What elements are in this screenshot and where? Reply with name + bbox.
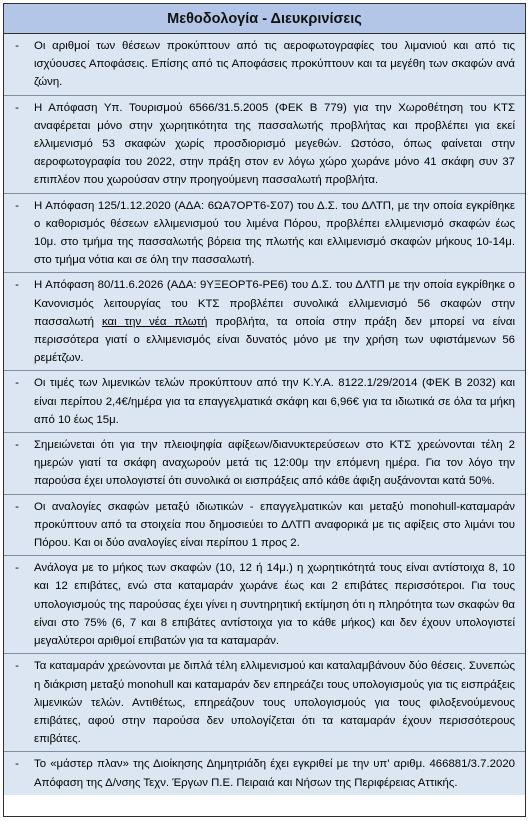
notes-list bbox=[4, 34, 525, 795]
bullet-marker: - bbox=[15, 660, 19, 673]
list-item-text-start: Η Απόφαση 80/11.6.2026 (ΑΔΑ: 9ΥΞΕΟΡΤ6-ΡΕ6) του Δ.Σ. του ΔΛΤΠ με την οποία εγκρίθηκε ο Κανονισμός λειτουργίας του ΚΤΣ προβλέπει συνολικά ελλιμενισμό 56 σκαφών στην πασσαλωτή bbox=[34, 279, 515, 328]
list-item-text: Οι αριθμοί των θέσεων προκύπτουν από τις αεροφωτογραφίες του λιμανιού και από τις ισχύουσες Αποφάσεις. Επίσης από τις Αποφάσεις προκύπτουν και τα μεγέθη των σκαφών ανά ζώνη. bbox=[34, 40, 515, 89]
list-item bbox=[4, 34, 525, 96]
list-item-text-end: προβλήτα, τα οποία στην πράξη δεν μπορεί να είναι περισσότερα γιατί ο ελλιμενισμός είναι δυνατός μόνο με την χρήση των υφιστάμενων 56 ρεμέτζων. bbox=[34, 315, 515, 365]
list-item bbox=[4, 194, 525, 274]
list-item bbox=[4, 654, 525, 752]
list-item bbox=[4, 495, 525, 557]
list-item-text: Σημειώνεται ότι για την πλειοψηφία αφίξεων/διανυκτερεύσεων στο ΚΤΣ χρεώνονται τέλη 2 ημερών γιατί τα σκάφη αναχωρούν μετά τις 12:00μ την επόμενη ημέρα. Για τον λόγο την παρούσα έχει υπολογιστεί ότι συνολικά οι εισπράξεις από κάθε άφιξη αυξάνονται κατά 50%. bbox=[34, 439, 515, 488]
list-item-text: Το «μάστερ πλαν» της Διοίκησης Δημητριάδη έχει εγκριθεί με την υπ' αριθμ. 466881/3.7.2020 Απόφαση της Δ/νσης Τεχν. Έργων Π.Ε. Πειραιά και Νήσων της Περιφέρειας Αττικής. bbox=[34, 758, 515, 789]
list-item-text: Ανάλογα με το μήκος των σκαφών (10, 12 ή 14μ.) η χωρητικότητά τους είναι αντίστοιχα 8, 10 και 12 επιβάτες, ενώ στα καταμαράν χωράνε έως και 2 επιβάτες περισσότεροι. Για τους υπολογισμούς της παρούσας έχει γίνει η συντηρητική εκτίμηση ότι η πληρότητα των σκαφών θα είναι στο 75% (6, 7 και 8 επιβάτες αντίστοιχα για το κάθε μήκος) και δεν έχουν υπολογιστεί μεγαλύτεροι αριθμοί επιβατών για τα καταμαράν. bbox=[34, 562, 515, 648]
bullet-marker: - bbox=[15, 439, 19, 452]
list-item-text: Οι τιμές των λιμενικών τελών προκύπτουν από την Κ.Υ.Α. 8122.1/29/2014 (ΦΕΚ Β 2032) και είναι περίπου 2,4€/ημέρα για τα επαγγελματικά σκάφη και 6,96€ για τα ιδιωτικά σε όλα τα μήκη από 10 έως 15μ. bbox=[34, 377, 515, 426]
bullet-marker: - bbox=[15, 101, 19, 114]
bullet-marker: - bbox=[15, 562, 19, 575]
list-item bbox=[4, 556, 525, 654]
list-item bbox=[4, 433, 525, 495]
list-item bbox=[4, 96, 525, 194]
bullet-marker: - bbox=[15, 40, 19, 52]
bullet-marker: - bbox=[15, 377, 19, 390]
list-item bbox=[4, 273, 525, 371]
methodology-panel bbox=[3, 3, 526, 817]
list-item-text: Η Απόφαση 125/1.12.2020 (ΑΔΑ: 6ΩΑ7ΟΡΤ6-Σ07) του Δ.Σ. του ΔΛΤΠ, με την οποία εγκρίθηκε ο καθορισμός θέσεων ελλιμενισμού του λιμένα Πόρου, προβλέπει ελλιμενισμό σκαφών έως 10μ. στο τμήμα της πασσαλωτής βόρεια της πλωτής και ελλιμενισμό σκαφών μήκους 10-14μ. στο τμήμα νότια και σε όλη την πασσαλωτή. bbox=[34, 199, 515, 267]
panel-title: Μεθοδολογία - Διευκρινίσεις bbox=[4, 4, 525, 34]
bullet-marker: - bbox=[15, 199, 19, 212]
bullet-marker: - bbox=[15, 500, 19, 513]
list-item bbox=[4, 371, 525, 433]
list-item-text: Οι αναλογίες σκαφών μεταξύ ιδιωτικών - επαγγελματικών και μεταξύ monohull-καταμαράν προκύπτουν από τα στοιχεία που δημοσιεύει το ΔΛΤΠ αναφορικά με τις αφίξεις στο λιμάνι του Πόρου. Και οι δύο αναλογίες είναι περίπου 1 προς 2. bbox=[34, 500, 515, 550]
bullet-marker: - bbox=[15, 758, 19, 771]
list-item-text: Τα καταμαράν χρεώνονται με διπλά τέλη ελλιμενισμού και καταλαμβάνουν δύο θέσεις. Συνεπώς η διάκριση μεταξύ monohull και καταμαράν δεν επηρεάζει τους υπολογισμούς για τις εισπράξεις λιμενικών τελών. Αντιθέτως, επηρεάζουν τους υπολογισμούς για τους φιλοξενούμενους επιβάτες, αφού στην παρούσα δεν υπολογίζεται ότι τα καταμαράν έχουν περισσότερους επιβάτες. bbox=[34, 660, 515, 746]
bullet-marker: - bbox=[15, 279, 19, 292]
list-item bbox=[4, 752, 525, 794]
underlined-phrase: και την νέα πλωτή bbox=[101, 315, 208, 328]
list-item-text: Η Απόφαση Υπ. Τουρισμού 6566/31.5.2005 (ΦΕΚ Β 779) για την Χωροθέτηση του ΚΤΣ αναφέρεται μόνο στην χωρητικότητα της πασσαλωτής προβλήτας και προβλέπει για εκεί ελλιμενισμό 53 σκαφών χωρίς προσδιορισμό μεγεθών. Ωστόσο, όπως φαίνεται στην αεροφωτογραφία του 2022, στην πράξη στον εν λόγω χώρο χωράνε μόνο 41 σκάφη συν 37 επιπλέον που χωρούσαν στην προηγούμενη πασσαλωτή προβλήτα. bbox=[34, 101, 515, 187]
